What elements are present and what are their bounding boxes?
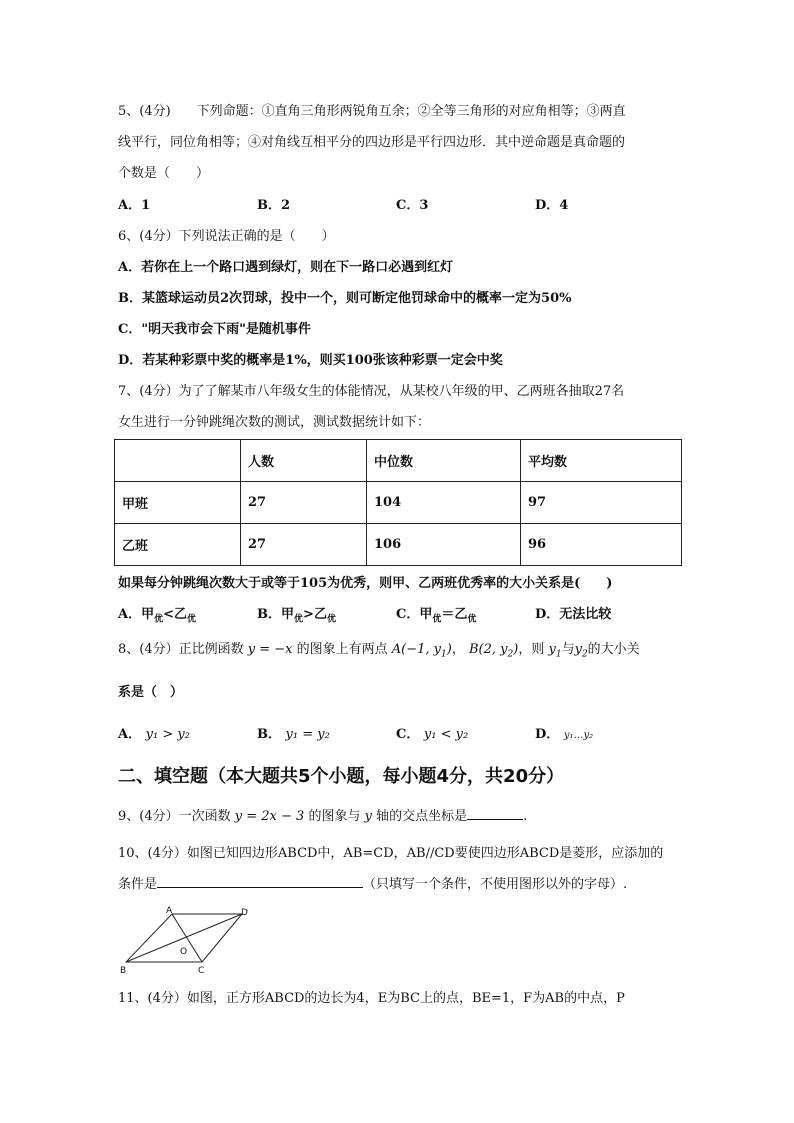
- q5-option-a[interactable]: A．1: [118, 198, 151, 213]
- q10-line-1: 10、(4分）如图已知四边形ABCD中，AB=CD，AB//CD要使四边形ABCD是菱形，应添加的: [118, 846, 664, 861]
- option-text: 无法比较: [559, 607, 612, 622]
- q10-prefix: 条件是: [118, 877, 158, 892]
- q7-condition: 如果每分钟跳绳次数大于或等于105为优秀，则甲、乙两班优秀率的大小关系是( ): [118, 576, 613, 591]
- q8-point-b: B(2, $y_2$): [468, 642, 519, 660]
- table-header-cell: [115, 440, 241, 482]
- table-header-cell: 中位数: [367, 440, 521, 482]
- q7-line-2: 女生进行一分钟跳绳次数的测试，测试数据统计如下：: [118, 415, 431, 430]
- q9-answer-blank[interactable]: [467, 819, 523, 820]
- option-label: C．: [396, 607, 420, 622]
- q10-line-2: [118, 876, 627, 894]
- q8-tail-3: 的大小关: [587, 642, 640, 657]
- option-subscript: 优: [187, 614, 197, 625]
- option-label: D．: [535, 607, 560, 622]
- q7-option-d[interactable]: [535, 606, 611, 624]
- option-subscript: 优: [294, 614, 304, 625]
- q8-prefix: 8、(4分）正比例函数: [118, 642, 244, 657]
- q7-line-1: 7、(4分）为了了解某市八年级女生的体能情况，从某校八年级的甲、乙两班各抽取27名: [118, 384, 625, 399]
- q10-answer-blank[interactable]: [157, 887, 363, 888]
- table-cell: 104: [367, 482, 521, 524]
- label-d: D: [241, 908, 248, 918]
- q7-data-table: [114, 439, 682, 566]
- q11-line-1: 11、(4分）如图，正方形ABCD的边长为4，E为BC上的点，BE=1，F为AB的中点，P: [118, 991, 625, 1006]
- option-label: B．: [257, 607, 281, 622]
- option-math: y₁ < y₂: [423, 727, 469, 742]
- option-label: B．: [257, 727, 281, 742]
- q8-tail-1: ，则: [518, 642, 545, 657]
- label-b: B: [120, 966, 127, 976]
- table-row: [115, 524, 682, 566]
- q7-option-a[interactable]: [118, 606, 196, 629]
- option-term: 甲: [419, 607, 433, 622]
- q9-line: [118, 808, 527, 826]
- table-cell: 106: [367, 524, 521, 566]
- table-cell: 27: [241, 482, 367, 524]
- option-math: y₁…y₂: [563, 730, 594, 741]
- point-b-text: B(2, y: [468, 642, 508, 657]
- q5-option-c[interactable]: C．3: [396, 198, 429, 213]
- table-header-cell: 平均数: [521, 440, 682, 482]
- q9-mid: 的图象与: [308, 809, 361, 824]
- option-subscript: 优: [432, 614, 442, 625]
- option-operator: >: [303, 607, 314, 622]
- table-cell: 乙班: [115, 524, 241, 566]
- option-term: 乙: [174, 607, 188, 622]
- table-cell: 27: [241, 524, 367, 566]
- q8-mid: 的图象上有两点: [296, 642, 388, 657]
- q8-option-c[interactable]: [396, 726, 468, 744]
- q9-end: .: [523, 809, 528, 824]
- option-subscript: 优: [467, 614, 477, 625]
- q9-prefix: 9、(4分）一次函数: [118, 809, 231, 824]
- label-o: O: [180, 947, 188, 957]
- q6-option-b[interactable]: B．某篮球运动员2次罚球，投中一个，则可断定他罚球命中的概率一定为50%: [118, 291, 572, 306]
- q8-point-a: A(−1, $y_1$): [391, 642, 452, 660]
- q5-option-b[interactable]: B．2: [257, 198, 291, 213]
- q8-option-d[interactable]: [535, 726, 593, 745]
- option-term: 甲: [141, 607, 155, 622]
- q7-option-c[interactable]: [396, 606, 476, 629]
- q8-tail-2: 与: [561, 642, 575, 657]
- option-subscript: 优: [326, 614, 336, 625]
- q5-option-d[interactable]: D．4: [535, 198, 569, 213]
- q6-option-d[interactable]: D．若某种彩票中奖的概率是1%，则买100张该种彩票一定会中奖: [118, 353, 503, 368]
- table-cell: 97: [521, 482, 682, 524]
- parallelogram-figure: [116, 904, 256, 978]
- table-header-row: [115, 440, 682, 482]
- q6-option-a[interactable]: A．若你在上一个路口遇到绿灯，则在下一路口必遇到红灯: [118, 260, 454, 275]
- option-label: C．: [396, 727, 420, 742]
- q8-y1: $y_1$: [548, 642, 562, 660]
- q8-function: y = −x: [247, 642, 293, 657]
- option-label: A．: [118, 607, 142, 622]
- option-term: 乙: [454, 607, 468, 622]
- q9-function: y = 2x − 3: [234, 809, 305, 824]
- table-cell: 甲班: [115, 482, 241, 524]
- q5-line-3: 个数是（ ）: [118, 166, 210, 181]
- table-header-cell: 人数: [241, 440, 367, 482]
- section-2-title: 二、填空题（本大题共5个小题，每小题4分，共20分）: [118, 766, 565, 787]
- label-a: A: [166, 906, 173, 916]
- option-math: y₁ = y₂: [285, 727, 330, 742]
- table-cell: 96: [521, 524, 682, 566]
- q10-suffix: （只填写一个条件，不使用图形以外的字母）.: [363, 877, 628, 892]
- q8-line-2: 系是（ ）: [118, 685, 184, 700]
- q6-option-c[interactable]: C．"明天我市会下雨"是随机事件: [118, 322, 311, 337]
- q8-option-b[interactable]: [257, 726, 330, 744]
- q8-y2: $y_2$: [574, 642, 588, 660]
- option-term: 乙: [313, 607, 327, 622]
- option-term: 甲: [281, 607, 295, 622]
- table-row: [115, 482, 682, 524]
- option-math: y₁ > y₂: [145, 727, 190, 742]
- option-operator: ＝: [441, 607, 455, 622]
- q7-option-b[interactable]: [257, 606, 336, 629]
- q5-line-1: 5、(4分) 下列命题：①直角三角形两锐角互余；②全等三角形的对应角相等；③两直: [118, 104, 626, 119]
- q5-line-2: 线平行，同位角相等；④对角线互相平分的四边形是平行四边形．其中逆命题是真命题的: [118, 135, 626, 150]
- option-label: D．: [535, 727, 560, 742]
- q8-line-1: 8、(4分）正比例函数 y = −x 的图象上有两点 A(−1, $y_1$)， B(2, $y_2$)，则 $y_1$与$y_2$的大小关: [118, 642, 640, 660]
- option-operator: <: [163, 607, 175, 622]
- q8-option-a[interactable]: [118, 726, 190, 744]
- point-a-text: A(−1, y: [391, 642, 442, 657]
- label-c: C: [198, 966, 205, 976]
- q9-axis: y: [364, 809, 372, 824]
- q9-tail: 轴的交点坐标是: [376, 809, 468, 824]
- option-label: A．: [118, 727, 142, 742]
- option-subscript: 优: [154, 614, 164, 625]
- q6-stem: 6、(4分）下列说法正确的是（ ）: [118, 229, 335, 244]
